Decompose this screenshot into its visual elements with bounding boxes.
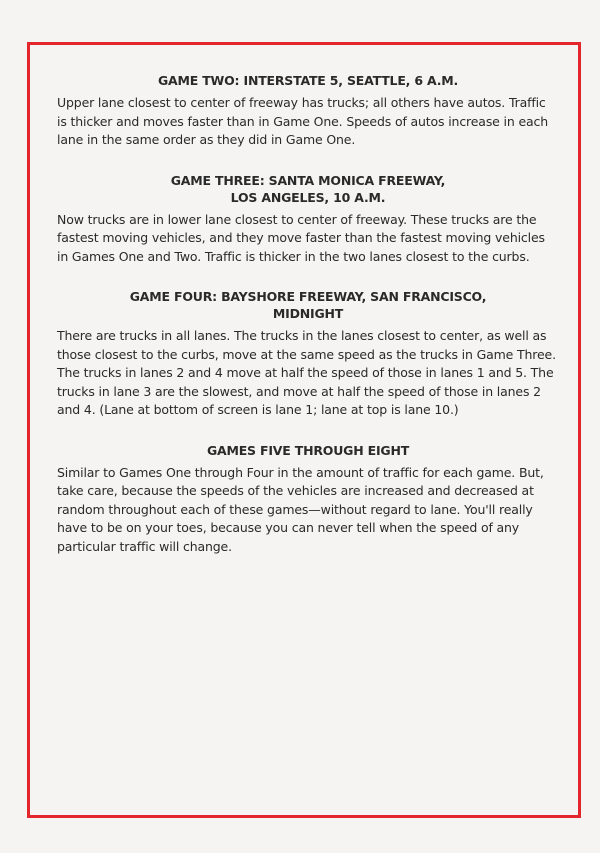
section-heading-line: GAME TWO: INTERSTATE 5, SEATTLE, 6 A.M. [157, 73, 459, 88]
section-heading-line: GAME FOUR: BAYSHORE FREEWAY, SAN FRANCISCO, [129, 289, 487, 304]
section-heading [57, 72, 559, 89]
section-heading-line: MIDNIGHT [272, 306, 344, 321]
section-heading [57, 442, 559, 459]
manual-page-content [57, 72, 559, 578]
section-heading [57, 172, 559, 206]
section-body: There are trucks in all lanes. The trucks in the lanes closest to center, as well as those closest to the curbs, move at the same speed as the trucks in Game Three. The trucks in lanes 2 and 4 move at half the speed of those in lanes 1 and 5. The trucks in lane 3 are the slowest, and move at half the speed of those in lanes 2 and 4. (Lane at bottom of screen is lane 1; lane at top is lane 10.) [57, 328, 556, 417]
section-game-three [57, 172, 559, 267]
section-heading-line: GAME THREE: SANTA MONICA FREEWAY, [170, 172, 446, 188]
section-body: Now trucks are in lower lane closest to center of freeway. These trucks are the fastest moving vehicles, and they move faster than the fastest moving vehicles in Games One and Two. Traffic is thicker in the two lanes closest to the curbs. [57, 211, 545, 264]
section-body: Upper lane closest to center of freeway has trucks; all others have autos. Traffic is thicker and moves faster than in Game One. Speeds of autos increase in each lane in the same order as they did in Game One. [57, 95, 549, 147]
section-heading-line: GAMES FIVE THROUGH EIGHT [206, 442, 410, 458]
section-heading-line: LOS ANGELES, 10 A.M. [230, 189, 386, 205]
section-game-four [57, 288, 559, 420]
section-game-two [57, 72, 559, 150]
section-games-five-through-eight [57, 442, 559, 557]
section-heading [57, 288, 559, 322]
section-body: Similar to Games One through Four in the amount of traffic for each game. But, take care, because the speeds of the vehicles are increased and decreased at random throughout each of these games—without regard to lane. You'll really have to be on your toes, because you can never tell when the speed of any particular traffic will change. [57, 464, 544, 554]
